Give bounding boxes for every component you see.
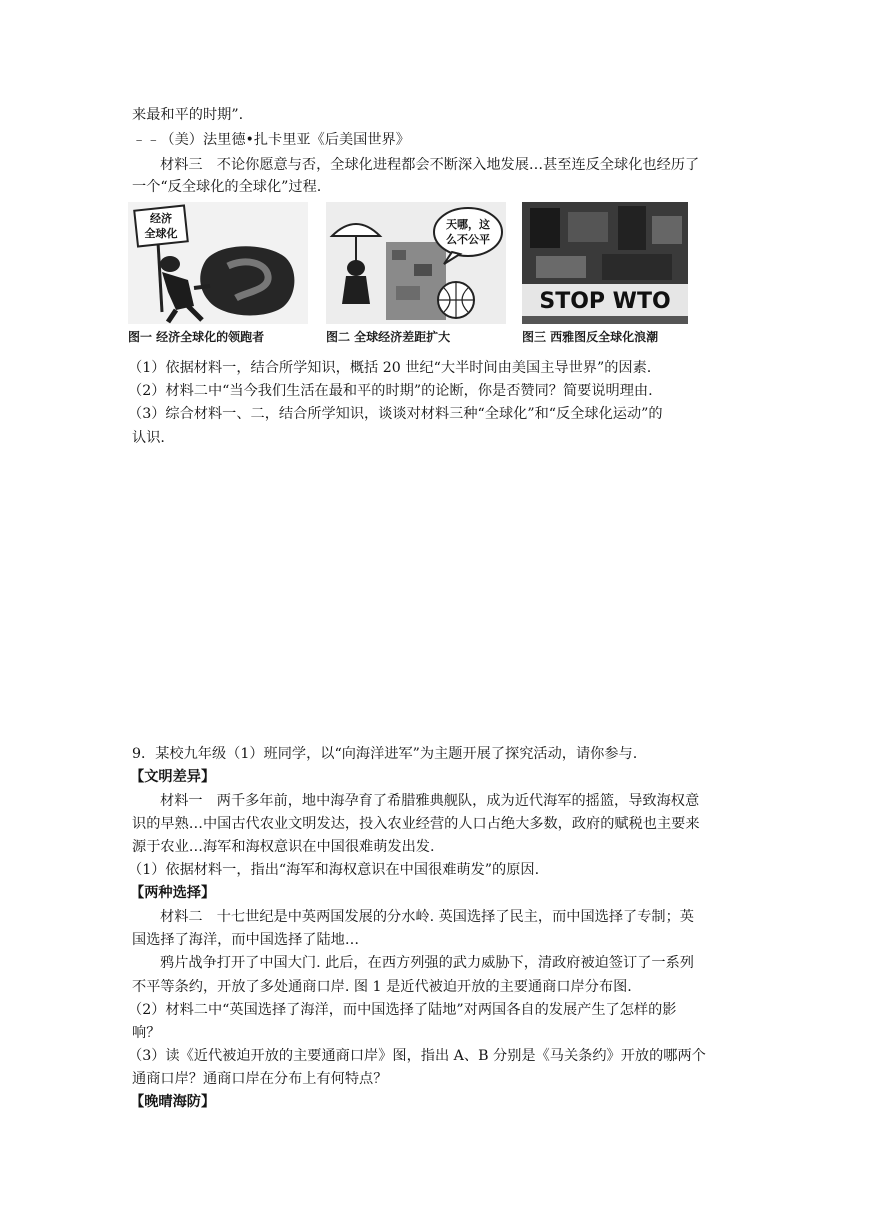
question-three: （3）综合材料一、二，结合所学知识，谈谈对材料三种“全球化”和“反全球化运动”的 <box>128 406 663 422</box>
citation-line: ﹣﹣（美）法里德•扎卡里亚《后美国世界》 <box>132 132 410 148</box>
cartoon-globalization-leader <box>128 202 308 324</box>
item-nine-question-three: （3）读《近代被迫开放的主要通商口岸》图，指出 A、B 分别是《马关条约》开放的哪两个 <box>128 1048 706 1064</box>
item-nine-intro: 9．某校九年级（1）班同学，以“向海洋进军”为主题开展了探究活动，请你参与. <box>132 746 638 762</box>
bubble-text-2: 么不公平 <box>446 233 490 246</box>
item-nine-question-two: （2）材料二中“英国选择了海洋，而中国选择了陆地”对两国各自的发展产生了怎样的影 <box>128 1002 677 1018</box>
material-two-line-3: 鸦片战争打开了中国大门. 此后，在西方列强的武力威胁下，清政府被迫签订了一系列 <box>160 955 694 971</box>
sign-text-2: 全球化 <box>144 227 178 240</box>
item-nine-question-one: （1）依据材料一，指出“海军和海权意识在中国很难萌发”的原因. <box>128 862 540 878</box>
material-two-line-2: 国选择了海洋，而中国选择了陆地… <box>132 932 360 948</box>
item-nine-question-two-cont: 响？ <box>132 1025 161 1041</box>
banner-text: STOP WTO <box>539 289 671 314</box>
figure-two-caption: 图二 全球经济差距扩大 <box>326 330 451 344</box>
cartoon-economic-gap <box>326 202 506 324</box>
question-two: （2）材料二中“当今我们生活在最和平的时期”的论断，你是否赞同？简要说明理由. <box>128 383 653 399</box>
material-two-line: 材料二 十七世纪是中英两国发展的分水岭. 英国选择了民主，而中国选择了专制；英 <box>160 909 694 925</box>
section-two-choices: 【两种选择】 <box>130 885 216 901</box>
photo-seattle-protest <box>522 202 688 324</box>
bubble-text-1: 天哪，这 <box>446 218 490 231</box>
figure-one-caption: 图一 经济全球化的领跑者 <box>128 330 265 344</box>
sign-text-1: 经济 <box>150 212 172 225</box>
item-nine-question-three-cont: 通商口岸？通商口岸在分布上有何特点？ <box>132 1071 388 1087</box>
material-one-line-2: 识的早熟…中国古代农业文明发达，投入农业经营的人口占绝大多数，政府的赋税也主要来 <box>132 816 700 832</box>
question-three-cont: 认识. <box>132 430 165 446</box>
material-three-line-cont: 一个“反全球化的全球化”过程. <box>132 179 322 195</box>
figure-three <box>522 202 688 352</box>
section-civilization-difference: 【文明差异】 <box>130 769 216 785</box>
figure-three-caption: 图三 西雅图反全球化浪潮 <box>522 330 659 344</box>
material-one-line: 材料一 两千多年前，地中海孕育了希腊雅典舰队，成为近代海军的摇篮，导致海权意 <box>160 793 700 809</box>
cartoon-figure-row <box>128 202 688 352</box>
figure-two <box>326 202 506 352</box>
question-one: （1）依据材料一，结合所学知识，概括 20 世纪“大半时间由美国主导世界”的因素. <box>128 360 652 376</box>
material-one-line-3: 源于农业…海军和海权意识在中国很难萌发出发. <box>132 839 435 855</box>
figure-one <box>128 202 308 352</box>
section-late-qing-coastal-defense: 【晚晴海防】 <box>130 1094 216 1110</box>
material-three-line: 材料三 不论你愿意与否，全球化进程都会不断深入地发展…甚至连反全球化也经历了 <box>160 157 700 173</box>
material-two-line-4: 不平等条约，开放了多处通商口岸. 图 1 是近代被迫开放的主要通商口岸分布图. <box>132 979 632 995</box>
text-line: 来最和平的时期”. <box>132 107 244 123</box>
